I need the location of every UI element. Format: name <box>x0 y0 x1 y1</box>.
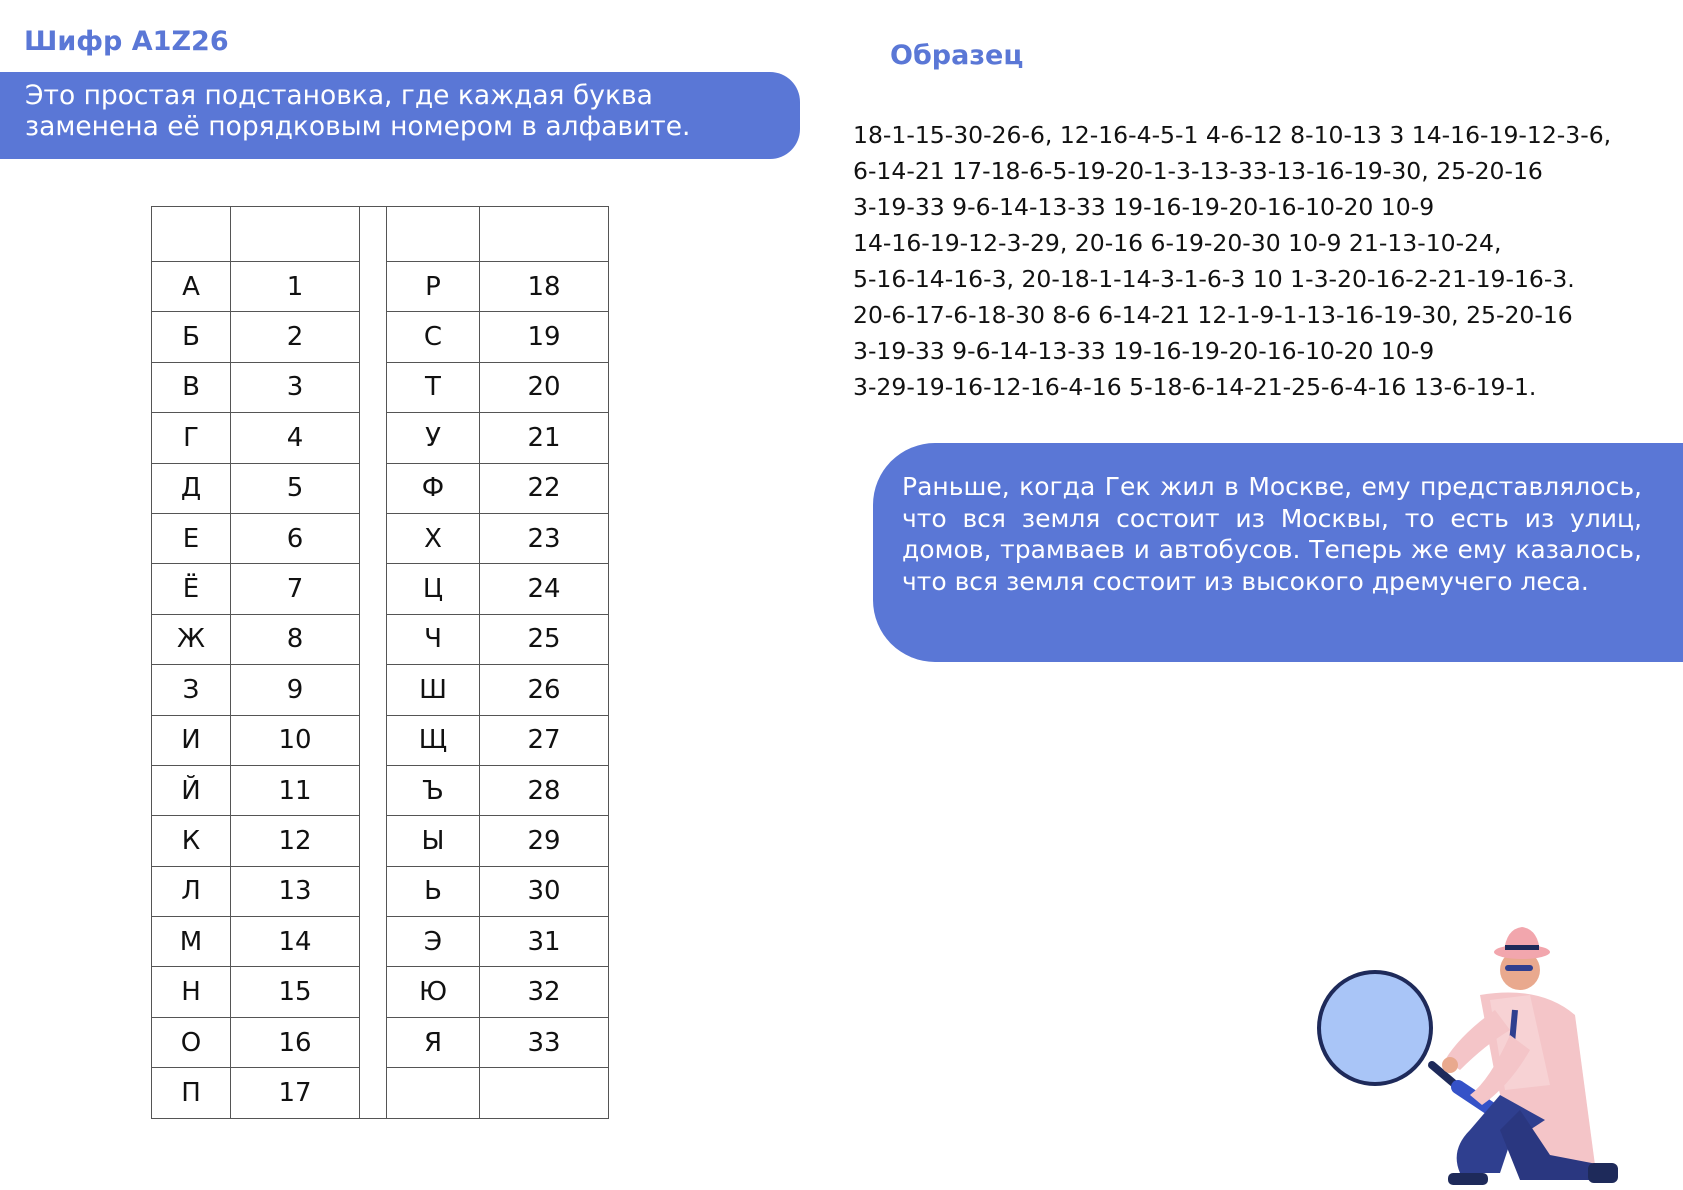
number-cell: 9 <box>231 665 360 715</box>
decoded-text-box <box>873 443 1683 662</box>
detective-illustration <box>1310 915 1650 1190</box>
letter-cell: Ю <box>387 967 480 1017</box>
letter-cell: К <box>152 816 231 866</box>
encoded-text: 18-1-15-30-26-6, 12-16-4-5-1 4-6-12 8-10-13 3 14-16-19-12-3-6, 6-14-21 17-18-6-5-19-20-1-3-13-33-13-16-19-30, 25-20-16 3-19-33 9-6-14-13-33 19-16-19-20-16-10-20 10-9 14-16-19-12-3-29, 20-16 6-19-20-30 10-9 21-13-10-24, 5-16-14-16-3, 20-18-1-14-3-1-6-3 10 1-3-20-16-2-21-19-16-3. 20-6-17-6-18-30 8-6 6-14-21 12-1-9-1-13-16-19-30, 25-20-16 3-19-33 9-6-14-13-33 19-16-19-20-16-10-20 10-9 3-29-19-16-12-16-4-16 5-18-6-14-21-25-6-4-16 13-6-19-1. <box>853 121 1612 401</box>
letter-cell: Г <box>152 413 231 463</box>
number-cell <box>480 1068 609 1118</box>
number-cell: 3 <box>231 362 360 412</box>
letter-cell: Ъ <box>387 765 480 815</box>
number-cell: 22 <box>480 463 609 513</box>
table-gap-column <box>360 207 387 1119</box>
intro-text: Это простая подстановка, где каждая буква заменена её порядковым номером в алфавите. <box>25 80 691 142</box>
letter-cell: З <box>152 665 231 715</box>
number-cell: 8 <box>231 614 360 664</box>
hand <box>1442 1057 1458 1073</box>
number-cell: 25 <box>480 614 609 664</box>
letter-cell: Ё <box>152 564 231 614</box>
letter-cell: В <box>152 362 231 412</box>
number-cell: 17 <box>231 1068 360 1118</box>
number-cell: 28 <box>480 765 609 815</box>
number-cell: 2 <box>231 312 360 362</box>
header-cell <box>387 207 480 262</box>
letter-cell: Ш <box>387 665 480 715</box>
intro-banner <box>0 72 800 159</box>
number-cell: 30 <box>480 866 609 916</box>
letter-cell: Н <box>152 967 231 1017</box>
letter-cell: Ы <box>387 816 480 866</box>
letter-cell: Щ <box>387 715 480 765</box>
number-cell: 20 <box>480 362 609 412</box>
number-cell: 15 <box>231 967 360 1017</box>
letter-cell: Т <box>387 362 480 412</box>
header-cell <box>480 207 609 262</box>
number-cell: 6 <box>231 513 360 563</box>
letter-cell: Й <box>152 765 231 815</box>
number-cell: 24 <box>480 564 609 614</box>
shoe <box>1448 1173 1488 1185</box>
number-cell: 16 <box>231 1017 360 1067</box>
letter-cell: Э <box>387 917 480 967</box>
number-cell: 4 <box>231 413 360 463</box>
number-cell: 19 <box>480 312 609 362</box>
header-cell <box>152 207 231 262</box>
letter-cell: Л <box>152 866 231 916</box>
table-header-row <box>152 207 609 262</box>
number-cell: 32 <box>480 967 609 1017</box>
number-cell: 27 <box>480 715 609 765</box>
cipher-table <box>151 206 609 1119</box>
number-cell: 1 <box>231 262 360 312</box>
letter-cell: Р <box>387 262 480 312</box>
letter-cell: Ь <box>387 866 480 916</box>
hat-band <box>1505 945 1539 950</box>
letter-cell: И <box>152 715 231 765</box>
number-cell: 31 <box>480 917 609 967</box>
number-cell: 7 <box>231 564 360 614</box>
number-cell: 10 <box>231 715 360 765</box>
number-cell: 5 <box>231 463 360 513</box>
letter-cell: У <box>387 413 480 463</box>
letter-cell: Ч <box>387 614 480 664</box>
letter-cell: П <box>152 1068 231 1118</box>
shoe <box>1588 1163 1618 1183</box>
letter-cell: Ж <box>152 614 231 664</box>
number-cell: 18 <box>480 262 609 312</box>
number-cell: 29 <box>480 816 609 866</box>
number-cell: 26 <box>480 665 609 715</box>
letter-cell: Б <box>152 312 231 362</box>
letter-cell: А <box>152 262 231 312</box>
decoded-text: Раньше, когда Гек жил в Москве, ему представлялось, что вся земля состоит из Москвы, то есть из улиц, домов, трамваев и автобусов. Теперь же ему казалось, что вся земля состоит из высокого дремучего леса. <box>902 472 1642 596</box>
letter-cell: С <box>387 312 480 362</box>
letter-cell: Я <box>387 1017 480 1067</box>
number-cell: 12 <box>231 816 360 866</box>
letter-cell: Д <box>152 463 231 513</box>
letter-cell: М <box>152 917 231 967</box>
letter-cell: Е <box>152 513 231 563</box>
letter-cell <box>387 1068 480 1118</box>
page-title: Шифр A1Z26 <box>24 26 229 57</box>
number-cell: 11 <box>231 765 360 815</box>
glasses <box>1505 965 1533 971</box>
letter-cell: Х <box>387 513 480 563</box>
letter-cell: Ц <box>387 564 480 614</box>
number-cell: 21 <box>480 413 609 463</box>
number-cell: 33 <box>480 1017 609 1067</box>
letter-cell: О <box>152 1017 231 1067</box>
magnifier-lens-icon <box>1319 972 1431 1084</box>
letter-cell: Ф <box>387 463 480 513</box>
header-cell <box>231 207 360 262</box>
sample-title: Образец <box>890 40 1024 71</box>
number-cell: 14 <box>231 917 360 967</box>
number-cell: 13 <box>231 866 360 916</box>
number-cell: 23 <box>480 513 609 563</box>
